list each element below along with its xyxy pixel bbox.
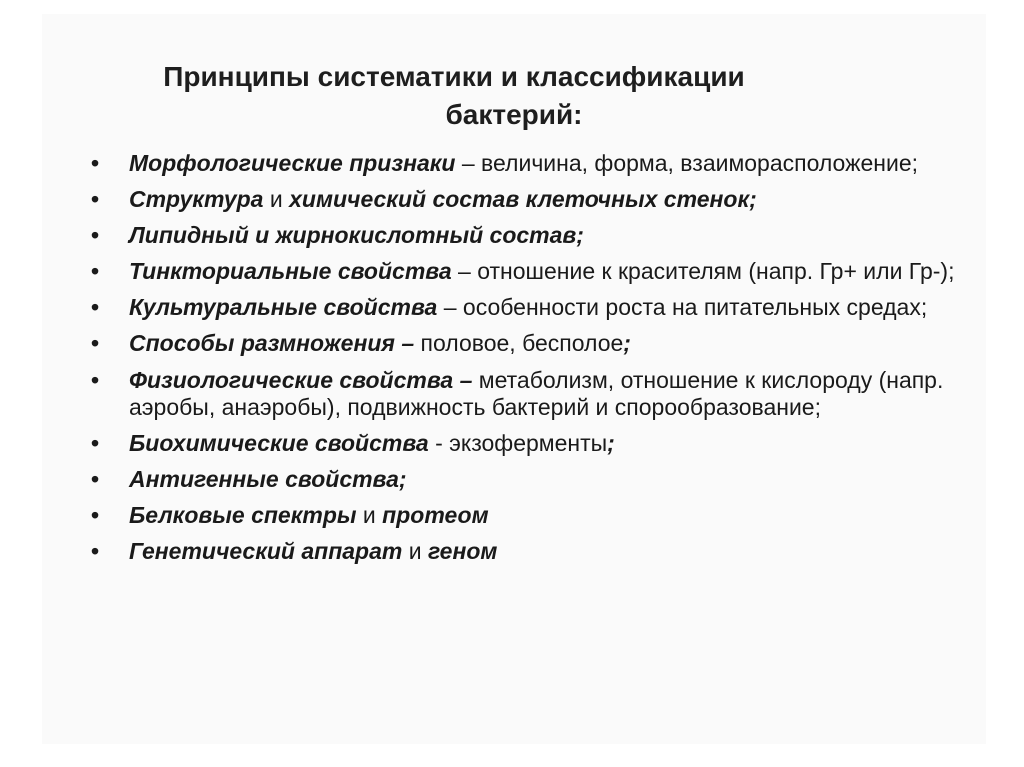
bullet-icon: • — [91, 186, 100, 213]
bullet-icon: • — [91, 222, 100, 249]
list-item — [84, 367, 984, 422]
list-item — [84, 330, 984, 358]
description-text: метаболизм, отношение к кислороду (напр. аэробы, анаэробы), подвижность бактерий и спорообразование; — [129, 366, 944, 421]
term-text: Способы размножения – — [129, 330, 415, 357]
term-text: Белковые спектры — [129, 502, 357, 529]
description-text: - экзоферменты — [428, 430, 608, 457]
slide-title — [42, 58, 986, 134]
list-item — [84, 150, 984, 178]
bullet-icon: • — [91, 538, 100, 565]
bullet-icon: • — [91, 430, 100, 457]
bullet-icon: • — [91, 502, 100, 529]
term-text: ; — [623, 330, 631, 357]
bullet-icon: • — [91, 366, 100, 393]
title-line-2: бактерий: — [445, 99, 583, 130]
list-item — [84, 294, 984, 322]
bullet-icon: • — [91, 294, 100, 321]
term-text: Тинкториальные свойства — [129, 258, 452, 285]
criteria-list — [84, 150, 984, 575]
term-text: Морфологические признаки — [129, 150, 456, 176]
description-text: и — [356, 502, 383, 529]
description-text: и — [402, 538, 428, 565]
description-text: – величина, форма, взаиморасположение; — [455, 150, 918, 176]
slide — [42, 14, 986, 744]
description-text: половое, бесполое — [414, 330, 624, 357]
term-text: геном — [427, 538, 498, 565]
bullet-icon: • — [91, 330, 100, 357]
list-item — [84, 222, 984, 250]
description-text: – отношение к красителям (напр. Гр+ или Гр-); — [451, 258, 955, 285]
term-text: Антигенные свойства; — [129, 466, 407, 493]
term-text: Культуральные свойства — [129, 294, 438, 321]
term-text: Липидный и жирнокислотный состав; — [129, 222, 584, 249]
bullet-icon: • — [91, 258, 100, 285]
term-text: Физиологические свойства – — [129, 366, 473, 393]
term-text: Биохимические свойства — [129, 430, 429, 457]
list-item — [84, 538, 984, 566]
list-item — [84, 502, 984, 530]
term-text: ; — [607, 430, 615, 457]
term-text: химический состав клеточных стенок; — [289, 186, 757, 213]
description-text: и — [263, 186, 290, 213]
list-item — [84, 430, 984, 458]
bullet-icon: • — [91, 466, 100, 493]
description-text: – особенности роста на питательных средах; — [437, 294, 928, 321]
term-text: Структура — [129, 186, 264, 213]
term-text: протеом — [382, 502, 489, 529]
term-text: Генетический аппарат — [129, 538, 403, 565]
bullet-icon: • — [91, 150, 100, 176]
title-line-1: Принципы систематики и классификации — [163, 61, 745, 92]
list-item — [84, 186, 984, 214]
list-item — [84, 258, 984, 286]
list-item — [84, 466, 984, 494]
